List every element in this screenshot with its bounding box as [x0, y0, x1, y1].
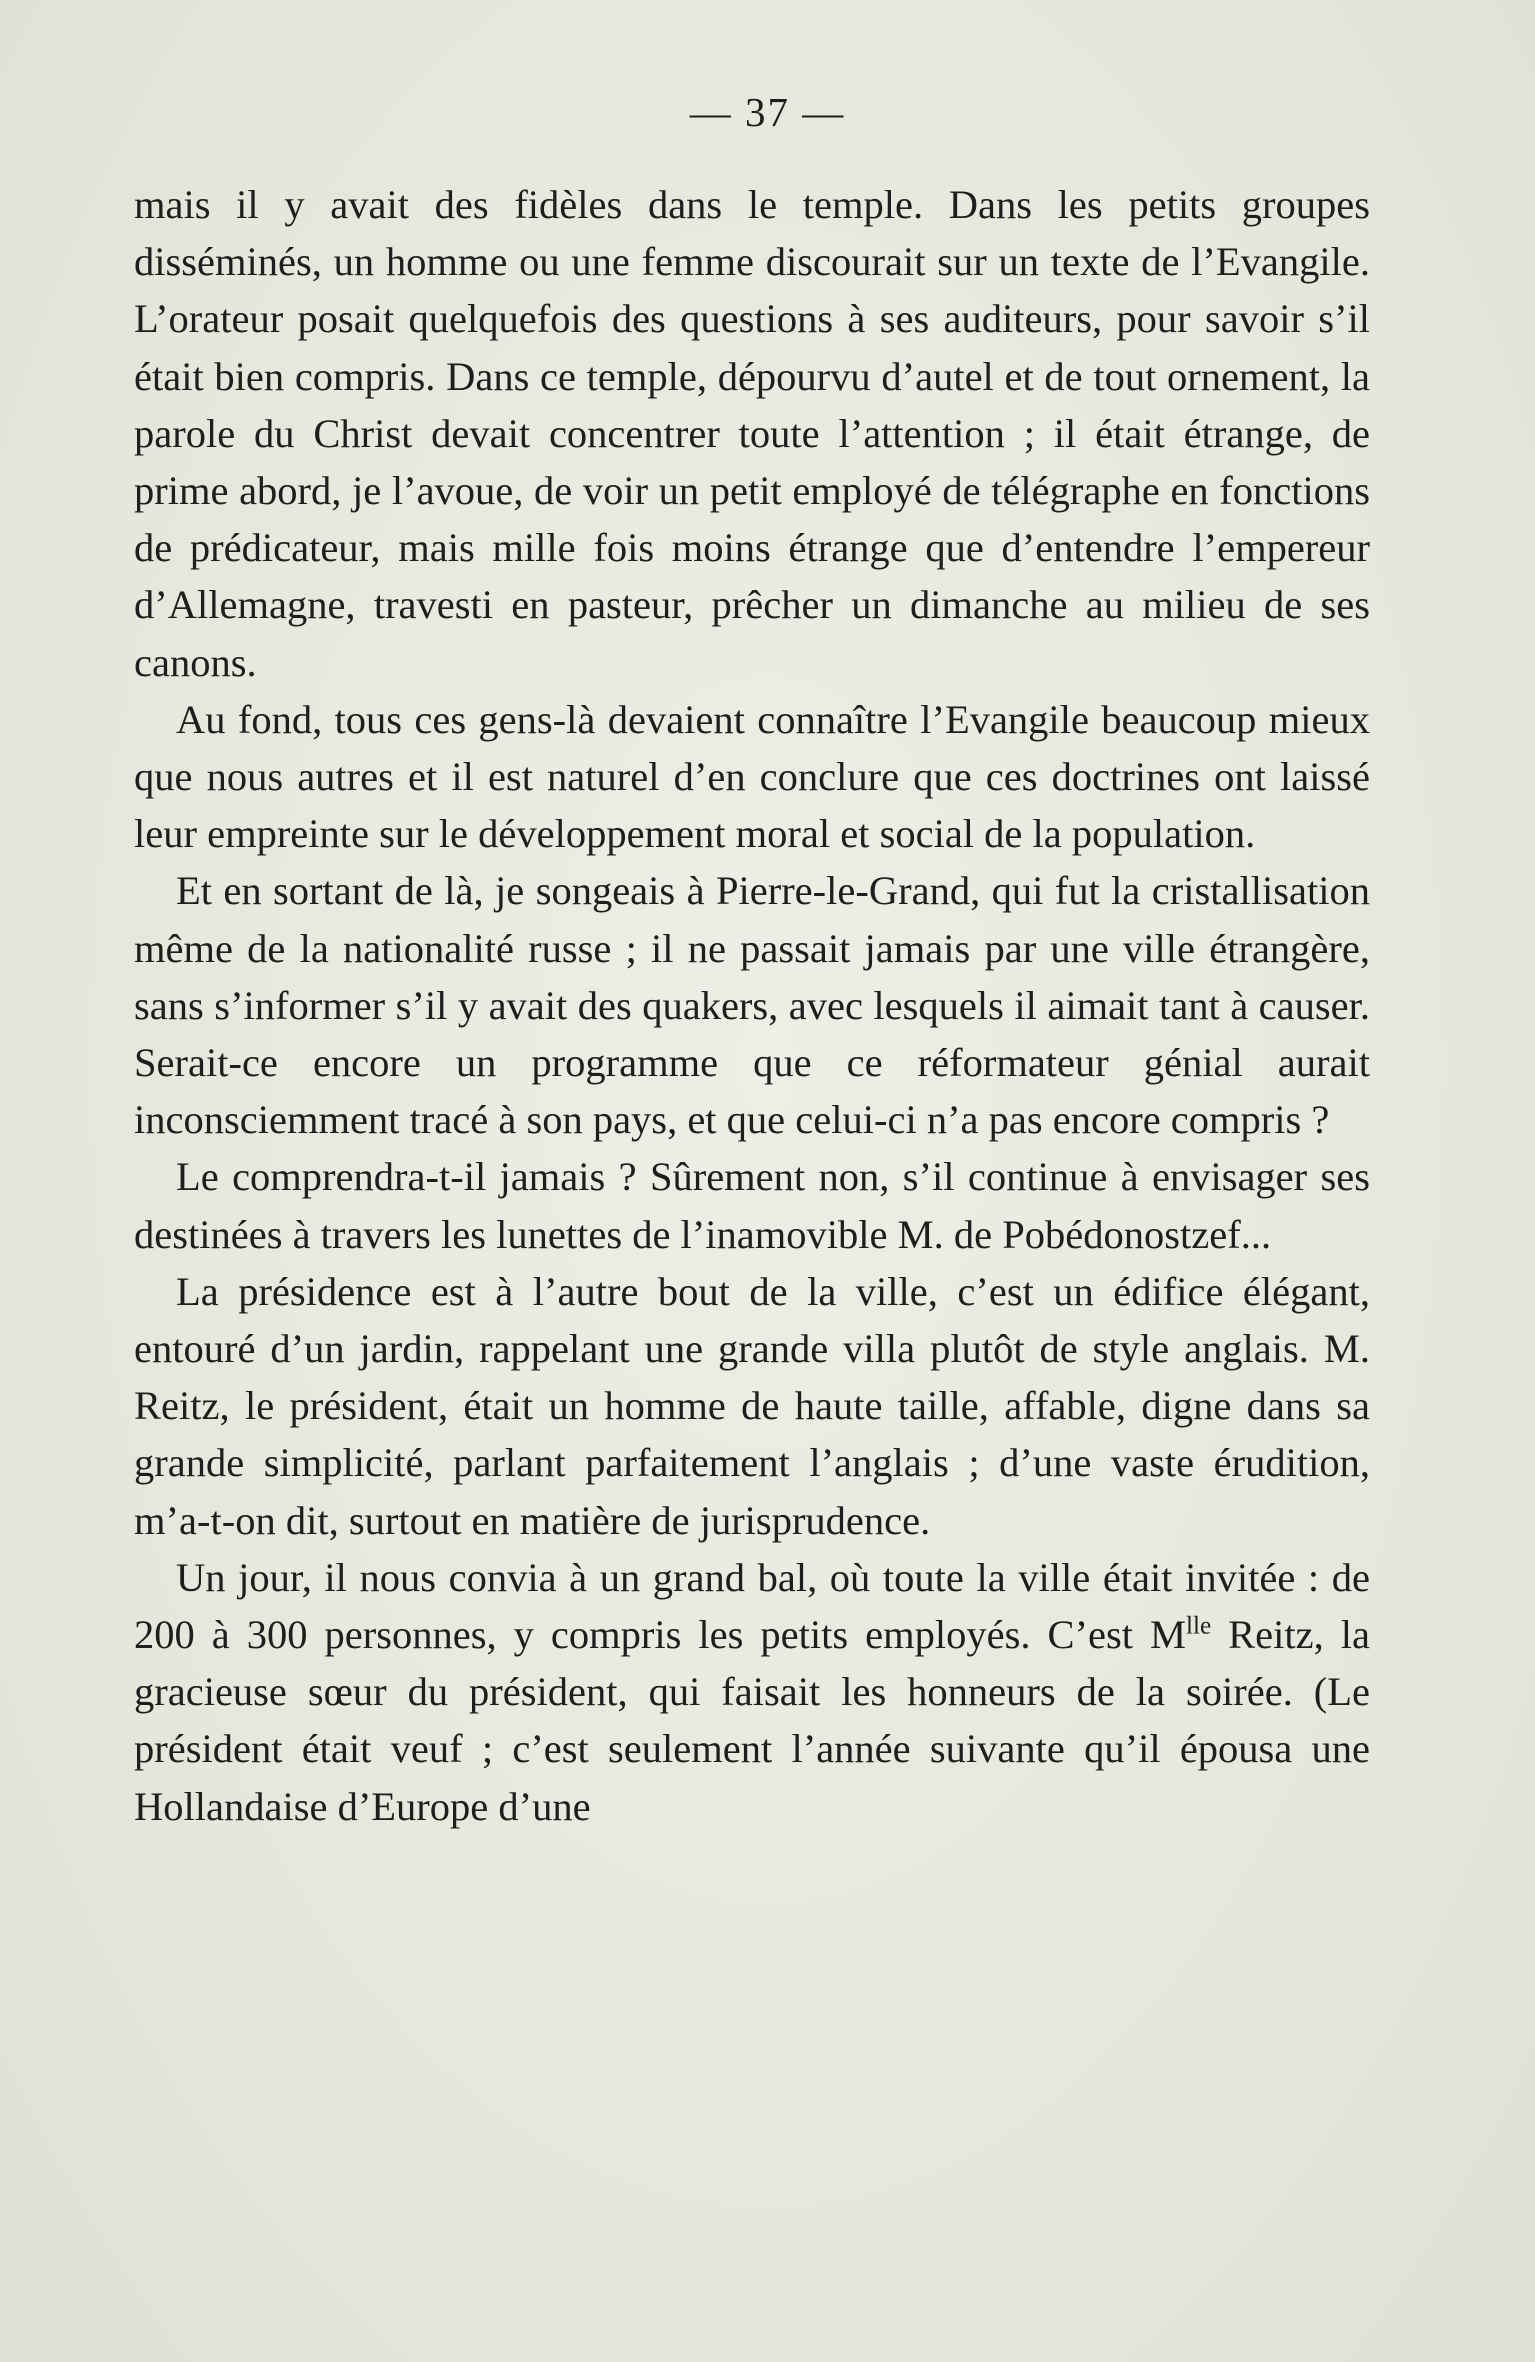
paragraph-6-end: Reitz, la gracieuse sœur du président, qui faisait les honneurs de la soirée. (Le président était veuf ; c’est seulement l’année suivante qu’il épousa une Hollandaise d’Europe d’une	[134, 1612, 1370, 1829]
paragraph-6-start: Un jour, il nous convia à un grand bal, où toute la ville était invitée : de 200 à 300 personnes, y compris les petits employés. C’est M	[134, 1554, 1370, 1658]
paragraph-4: Le comprendra-t-il jamais ? Sûrement non, s’il continue à envisager ses destinées à travers les lunettes de l’inamovible M. de Pobédonostzef...	[134, 1154, 1370, 1257]
paragraph-2: Au fond, tous ces gens-là devaient connaître l’Evangile beaucoup mieux que nous autres et il est naturel d’en conclure que ces doctrines ont laissé leur empreinte sur le développement moral et social de la population.	[134, 696, 1370, 857]
paragraph-6	[134, 1549, 1370, 1835]
body-text	[134, 176, 1370, 1835]
paragraph-3: Et en sortant de là, je songeais à Pierre-le-Grand, qui fut la cristallisation même de la nationalité russe ; il ne passait jamais par une ville étrangère, sans s’informer s’il y avait des quakers, avec lesquels il aimait tant à causer. Serait-ce encore un programme que ce réformateur génial aurait inconsciemment tracé à son pays, et que celui-ci n’a pas encore compris ?	[134, 868, 1370, 1143]
paragraph-5: La présidence est à l’autre bout de la ville, c’est un édifice élégant, entouré d’un jardin, rappelant une grande villa plutôt de style anglais. M. Reitz, le président, était un homme de haute taille, affable, digne dans sa grande simplicité, parlant parfaitement l’anglais ; d’une vaste érudition, m’a-t-on dit, surtout en matière de jurisprudence.	[134, 1268, 1370, 1543]
paragraph-1: mais il y avait des fidèles dans le temple. Dans les petits groupes disséminés, un homme ou une femme discourait sur un texte de l’Evangile. L’orateur posait quelquefois des questions à ses auditeurs, pour savoir s’il était bien compris. Dans ce temple, dépourvu d’autel et de tout ornement, la parole du Christ devait concentrer toute l’attention ; il était étrange, de prime abord, je l’avoue, de voir un petit employé de télégraphe en fonctions de prédicateur, mais mille fois moins étrange que d’entendre l’empereur d’Allemagne, travesti en pasteur, prêcher un dimanche au milieu de ses canons.	[134, 182, 1370, 685]
page-number: — 37 —	[689, 89, 846, 135]
title-superscript: lle	[1186, 1612, 1212, 1640]
